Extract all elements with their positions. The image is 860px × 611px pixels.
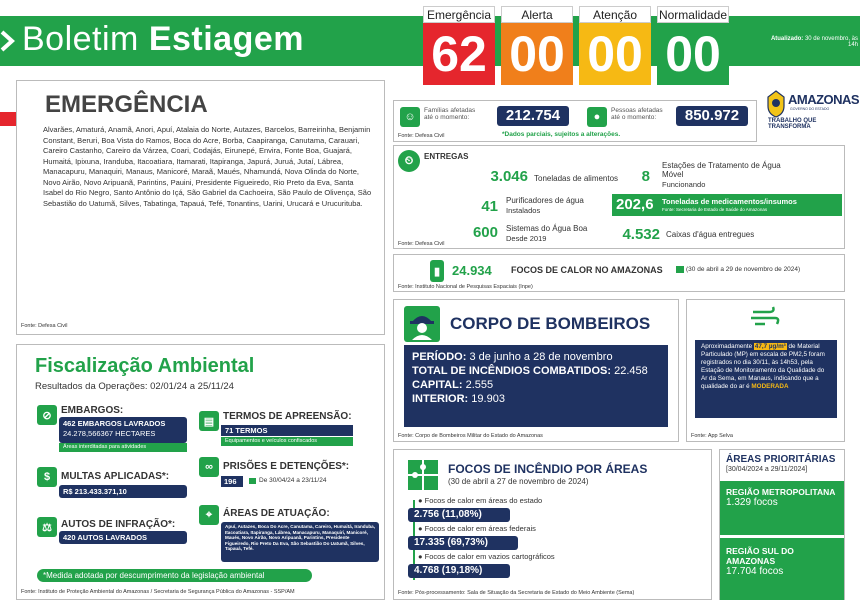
embargos-box — [59, 417, 187, 443]
entrega-label: Caixas d'água entregues — [666, 230, 755, 239]
ar-pre: Aproximadamente — [701, 343, 753, 350]
prioritaria-value: 17.704 focos — [726, 566, 784, 577]
level-label: Emergência — [423, 6, 495, 23]
entrega-label: Toneladas de alimentos — [534, 174, 619, 183]
entrega-sub: Instalados — [506, 206, 541, 215]
entrega-value: 4.532 — [622, 226, 660, 243]
puzzle-icon — [406, 458, 440, 492]
source: Fonte: Pós-processamento: Sala de Situação da Secretaria de Estado do Meio Ambiente (Sema) — [398, 590, 635, 596]
periodo-value: 3 de junho a 28 de novembro — [469, 351, 613, 363]
embargos-line: 24.278,566367 HECTARES — [63, 429, 156, 438]
fiscalizacao-title: Fiscalização Ambiental — [35, 355, 255, 377]
bombeiros-panel — [393, 299, 679, 442]
logo-sub: GOVERNO DO ESTADO — [790, 107, 830, 111]
incendio-item-label: ● Focos de calor em áreas federais — [418, 524, 536, 533]
entregas-panel — [393, 145, 845, 249]
focos-period: (30 de abril a 29 de novembro de 2024) — [686, 266, 801, 273]
entrega-value: 41 — [481, 198, 498, 215]
multas-title: MULTAS APLICADAS*: — [61, 471, 170, 482]
emergencia-municipios: Alvarães, Amaturá, Anamã, Anori, Apuí, Atalaia do Norte, Autazes, Barcelos, Barreirinha, Benjamin Constant, Beruri, Boa Vista do Ramos, Boca do Acre, Borba, Caapiranga, Canutama, Carauari, Careiro Castanho, Careiro da Várzea, Coari, Codajás, Eirunepé, Envira, Fonte Boa, Guajará, Humaitá, Ipixuna, Iranduba, Itacoatiara, Itamarati, Itapiranga, Japurá, Juruá, Jutaí, Lábrea, Manacapuru, Manaquiri, Manaus, Manicoré, Maraã, Maués, Nhamundá, Nova Olinda do Norte, Novo Airão, Novo Aripuanã, Parintins, Pauini, Presidente Figueiredo, Rio Preto da Eva, Santa Isabel do Rio Negro, Santo Antônio do Içá, São Gabriel da Cachoeira, São Paulo de Olivença, São Sebastião do Uatumã, Silves, Tabatinga, Tapauá, Tefé, Tonantins, Uarini, Urucará e Urucurituba. — [43, 125, 372, 208]
level-value: 00 — [657, 23, 729, 85]
entrega-value: 3.046 — [490, 168, 528, 185]
afetados-panel — [393, 100, 757, 142]
periodo-label: PERÍODO: — [412, 351, 467, 363]
updated-value: 30 de novembro, às 14h — [804, 36, 858, 48]
gavel-icon: ⚖ — [37, 517, 57, 537]
prioritarias-panel — [719, 449, 845, 600]
source: Fonte: Defesa Civil — [398, 133, 445, 139]
level-value: 00 — [579, 23, 651, 85]
prioritaria-metropolitana — [720, 481, 844, 535]
capital-value: 2.555 — [465, 379, 494, 391]
chevron-right-icon — [0, 30, 16, 52]
focos-calor-panel — [393, 254, 845, 292]
prisoes-title: PRISÕES E DETENÇÕES*: — [223, 461, 350, 472]
level-label: Normalidade — [658, 8, 728, 22]
title-light: Boletim — [22, 20, 139, 58]
emergencia-title: EMERGÊNCIA — [45, 91, 208, 118]
medicamentos-box — [612, 194, 842, 216]
ar-quality: MODERADA — [751, 383, 789, 390]
incendio-item-label: ● Focos de calor em vazios cartográficos — [418, 552, 555, 561]
focos-value: 24.934 — [452, 263, 492, 278]
embargos-note: Áreas interditadas para atividades — [59, 443, 187, 452]
incendio-item-value: 2.756 (11,08%) — [408, 508, 510, 522]
ar-text: de Material Particulado (MP) em escala de PM2,5 foram registrados no dia 30/11, às 14h53, pela Estação de Monitoramento da Qualidade do Ar da Sema, em Manaus, indicando que a qualidade do ar é — [701, 343, 825, 390]
total-label: TOTAL DE INCÊNDIOS COMBATIDOS: — [412, 365, 612, 377]
autos-value: 420 AUTOS LAVRADOS — [59, 531, 187, 544]
emergencia-panel — [16, 80, 385, 335]
logo-slogan: TRABALHO QUE TRANSFORMA — [768, 118, 817, 130]
page-title — [22, 20, 304, 59]
incendio-areas-period: (30 de abril a 27 de novembro de 2024) — [448, 477, 589, 486]
level-alerta — [501, 6, 573, 85]
entrega-sub: Fonte: Secretaria de Estado de Saúde do Amazonas — [662, 207, 768, 212]
pessoas-value: 850.972 — [676, 106, 748, 126]
source: Fonte: App Selva — [691, 433, 733, 439]
incendio-areas-panel — [393, 449, 712, 600]
level-atencao — [579, 6, 651, 85]
level-value: 00 — [501, 23, 573, 85]
entrega-label: Sistemas do Água Boa — [506, 224, 588, 233]
source: Fonte: Instituto Nacional de Pesquisas Espaciais (Inpe) — [398, 284, 533, 290]
ar-box — [695, 340, 837, 418]
incendio-item-value: 17.335 (69,73%) — [408, 536, 518, 550]
entrega-label: Purificadores de água — [506, 196, 584, 205]
calendar-icon — [249, 478, 256, 484]
embargos-title: EMBARGOS: — [61, 405, 124, 416]
incendio-areas-title: FOCOS DE INCÊNDIO POR ÁREAS — [448, 462, 648, 476]
calendar-icon — [676, 266, 684, 273]
termos-note: Equipamentos e veículos confiscados — [221, 437, 353, 446]
level-label: Atenção — [579, 6, 651, 23]
coat-of-arms-icon — [766, 90, 786, 118]
map-icon: ⌖ — [199, 505, 219, 525]
prioritaria-name: REGIÃO METROPOLITANA — [726, 487, 836, 497]
focos-label: FOCOS DE CALOR NO AMAZONAS — [511, 265, 663, 275]
prisoes-period: De 30/04/24 a 23/11/24 — [259, 477, 327, 484]
fiscalizacao-footnote: *Medida adotada por descumprimento da legislação ambiental — [37, 569, 312, 582]
entrega-sub: Desde 2019 — [506, 234, 547, 243]
interior-value: 19.903 — [471, 393, 505, 405]
afetados-note: *Dados parciais, sujeitos a alterações. — [502, 131, 621, 138]
total-value: 22.458 — [614, 365, 648, 377]
title-bold: Estiagem — [148, 20, 305, 58]
entrega-value: 8 — [641, 168, 650, 185]
prohibited-icon: ⊘ — [37, 405, 57, 425]
level-emergencia — [423, 6, 495, 85]
entrega-label: Estações de Tratamento de Água Móvel — [662, 161, 781, 179]
money-icon: $ — [37, 467, 57, 487]
fiscalizacao-panel — [16, 344, 385, 600]
ar-value: 47,7 µg/m³ — [754, 343, 786, 350]
entrega-value: 202,6 — [616, 196, 654, 213]
familias-value: 212.754 — [497, 106, 569, 126]
source: Fonte: Defesa Civil — [398, 241, 445, 247]
entrega-sub: Funcionando — [662, 180, 706, 189]
handcuffs-icon: ∞ — [199, 457, 219, 477]
updated-at — [762, 36, 858, 48]
ar-panel — [686, 299, 845, 442]
interior-label: INTERIOR: — [412, 393, 469, 405]
amazonas-logo — [766, 90, 860, 130]
entrega-value: 600 — [472, 224, 498, 241]
level-value: 62 — [423, 23, 495, 85]
bombeiros-title: CORPO DE BOMBEIROS — [450, 314, 651, 333]
updated-label: Atualizado: — [770, 36, 804, 42]
pessoas-label: Pessoas afetadas até o momento: — [611, 107, 663, 121]
prisoes-value: 196 — [221, 476, 243, 487]
family-icon: ☺ — [400, 107, 420, 127]
thermometer-icon: ▮ — [430, 260, 444, 282]
prioritaria-sul — [720, 538, 844, 600]
delivery-icon: ⏲ — [398, 150, 420, 172]
logo-name: AMAZONAS — [788, 92, 860, 107]
incendio-item-value: 4.768 (19,18%) — [408, 564, 510, 578]
source: Fonte: Instituto de Proteção Ambiental do Amazonas / Secretaria de Segurança Pública do Amazonas - SSP/AM — [21, 589, 295, 595]
person-icon: ● — [587, 107, 607, 127]
level-label: Alerta — [501, 6, 573, 23]
entrega-label: Toneladas de medicamentos/insumos — [662, 197, 797, 206]
termos-title: TERMOS DE APREENSÃO: — [223, 411, 352, 422]
familias-label: Famílias afetadas até o momento: — [424, 107, 476, 121]
wind-icon — [749, 302, 781, 330]
prioritarias-title: ÁREAS PRIORITÁRIAS — [726, 454, 836, 465]
autos-title: AUTOS DE INFRAÇÃO*: — [61, 519, 176, 530]
prioritaria-value: 1.329 focos — [726, 497, 778, 508]
prioritarias-period: [30/04/2024 a 29/11/2024] — [726, 466, 808, 473]
areas-text: Apuí, Autazes, Boca Do Acre, Canutama, Careiro, Humaitá, Iranduba, Itacoatiara, Itapiranga, Lábrea, Manacapuru, Manaquiri, Manicoré, Maués, Novo Airão, Novo Aripuanã, Parintins, Presidente Figueiredo, Rio Preto Da Eva, São Sebastião Do Uatumã, Silves, Tapauá, Tefé. — [221, 522, 379, 562]
fiscalizacao-subtitle: Resultados da Operações: 02/01/24 a 25/11/24 — [35, 381, 234, 392]
entregas-title: ENTREGAS — [424, 152, 469, 161]
source: Fonte: Corpo de Bombeiros Militar do Estado do Amazonas — [398, 433, 543, 439]
embargos-line: 462 EMBARGOS LAVRADOS — [63, 419, 166, 428]
prioritaria-name: REGIÃO SUL DO AMAZONAS — [726, 546, 794, 566]
termos-value: 71 TERMOS — [221, 425, 353, 436]
multas-value: R$ 213.433.371,10 — [59, 485, 187, 498]
incendio-item-label: ● Focos de calor em áreas do estado — [418, 496, 543, 505]
bombeiros-box — [404, 345, 668, 427]
level-normalidade — [657, 6, 729, 85]
document-icon: ▤ — [199, 411, 219, 431]
source: Fonte: Defesa Civil — [21, 323, 68, 329]
areas-title: ÁREAS DE ATUAÇÃO: — [223, 508, 330, 519]
capital-label: CAPITAL: — [412, 379, 463, 391]
firefighter-icon — [404, 306, 440, 342]
